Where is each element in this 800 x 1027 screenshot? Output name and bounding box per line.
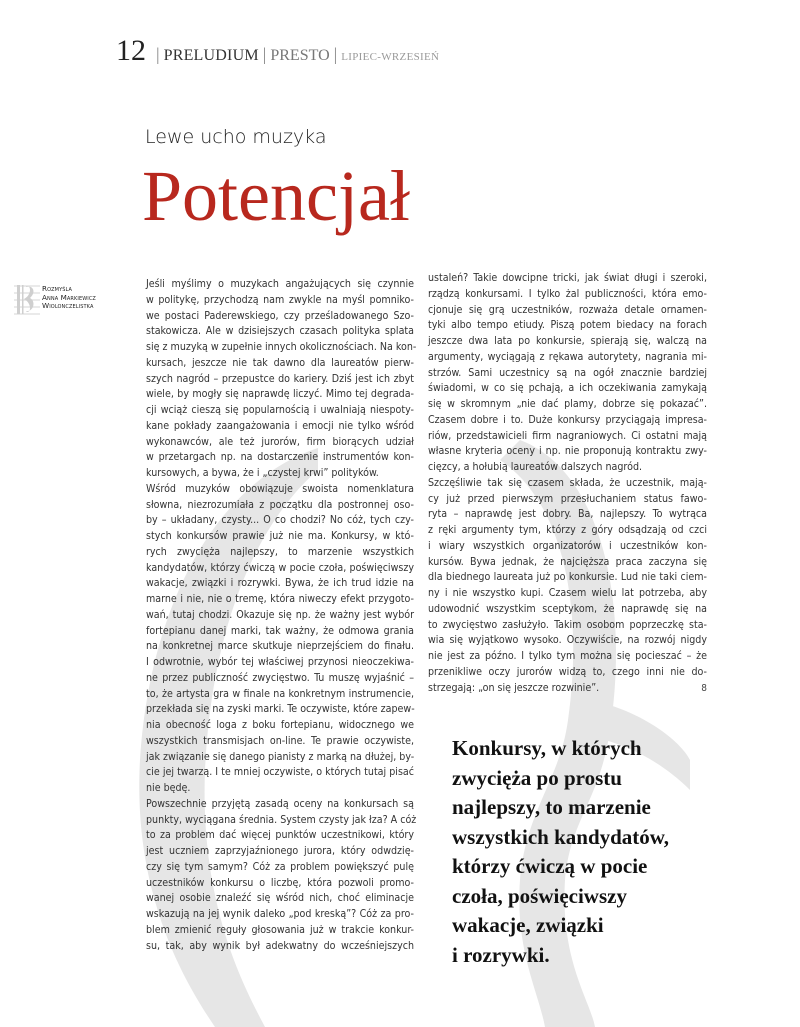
text-line: strzów. Sami uczestnicy są na ogół znacznie bardziej <box>428 366 707 379</box>
text-line: cięzcy, a hołubią laureatów dalszych nagród. <box>428 461 643 473</box>
issue-date: LIPIEC-WRZESIEŃ <box>341 51 440 63</box>
text-line: Wśród muzyków obowiązuje swoista nomenklatura <box>146 482 414 495</box>
text-line: przekłada się na zyski marki. Te oczywiste, które zapew- <box>146 703 415 716</box>
pull-quote <box>452 734 692 970</box>
text-line: Jeśli myślimy o muzykach angażujących się czynnie <box>146 278 414 290</box>
text-line: słowna, niezrozumiała z początku dla postronnej oso- <box>146 498 414 511</box>
text-line: to za problem dać więcej punktów uczestnikowi, który <box>146 829 414 842</box>
text-line: jak związanie się danego pianisty z marką na dłużej, by- <box>146 750 415 763</box>
text-line: nie będę. <box>146 782 191 794</box>
text-line: jest uczniem zaprzyjaźnionego jurora, który odwdzię- <box>146 845 414 857</box>
text-line: cjonuje się grą uczestników, rozważa detale ornamen- <box>428 303 707 316</box>
text-line: su, tak, aby wynik był adekwatny do wcześniejszych <box>146 939 414 952</box>
text-line: kane pokłady zaangażowania i emocji nie tylko wśród <box>146 419 414 432</box>
byline-text <box>42 285 96 311</box>
text-line: cy już przed pierwszym przesłuchaniem status fawo- <box>428 492 707 505</box>
magazine-name: PRELUDIUM <box>163 47 259 64</box>
text-line: Powszechnie przyjętą zasadą oceny na konkursach są <box>146 797 414 810</box>
text-line: wiele, by mogły się naprawdę liczyć. Mimo tej degrada- <box>146 388 414 401</box>
text-line: blem zmienić reguły głosowania już w trakcie konkur- <box>146 923 414 936</box>
text-line: tyki albo tempo etiudy. Piszą potem biedacy na forach <box>428 319 707 332</box>
article-title: Potencjał <box>142 156 410 236</box>
text-line: czy się tym samym? Cóż za problem powiększyć pulę <box>146 860 414 873</box>
text-line: rych zwycięża najlepszy, to marzenie wszystkich <box>146 545 414 558</box>
text-line: marne i nie, nie o tremę, która niweczy efekt przygoto- <box>146 593 414 605</box>
text-line: Szczęśliwie tak się czasem składa, że uczestnik, mają- <box>428 476 707 489</box>
author-byline <box>14 283 134 317</box>
text-line: się w skromnym „nie dać plamy, dobrze się pokazać”. <box>428 398 707 410</box>
text-line: przenikliwe oczy jurorów widzą to, czego inni nie do- <box>428 665 707 678</box>
text-line: w przetargach np. na dostarczenie instrumentów kon- <box>146 451 414 464</box>
article-column-2 <box>428 271 707 696</box>
text-line: kursach, jeszcze nie tak dawno dla laureatów pierw- <box>146 356 414 369</box>
byline-verb: Rozmyśla <box>42 284 73 293</box>
pull-quote-line: Konkursy, w których <box>452 736 642 760</box>
text-line: punkty, wyciągana średnia. System czysty jak łza? A cóż <box>146 813 417 826</box>
text-line: wia się wyjątkowo wysoko. Oczywiście, na rozwój nigdy <box>428 634 707 647</box>
pull-quote-line: wakacje, związki <box>452 913 604 937</box>
text-line: to, że artysta gra w finale na konkretnym instrumencie, <box>146 687 414 700</box>
text-line: stych konkursów prawie już nie ma. Konkursy, w któ- <box>146 530 414 542</box>
text-line: wakacje, związki i rozrywki. Bywa, że ich trud idzie na <box>146 577 414 590</box>
end-of-article-mark: 8 <box>701 682 707 694</box>
text-line: ny i nie wszystko kupi. Czasem wielu lat potrzeba, aby <box>428 587 707 599</box>
text-line: strzegają: „on się jeszcze rozwinie”. 8 <box>428 681 707 697</box>
text-line: w politykę, przychodzą nam zwykle na myśl pomniko- <box>146 293 414 306</box>
text-line: fortepianu danej marki, tak ważny, że odmowa grania <box>146 624 414 637</box>
text-line: cji wciąż cieszą się popularnością i uwalniają niespoty- <box>146 404 414 416</box>
text-line: ne przez publiczność zwycięstwo. Tu muszę wyjaśnić – <box>146 671 414 684</box>
text-line: cie jej twarzą. I te mniej oczywiste, o których tutaj pisać <box>146 766 414 779</box>
text-line: kursów. Bywa jednak, że najcięższa praca zaczyna się <box>428 555 707 568</box>
pull-quote-line: czoła, poświęciwszy <box>452 883 627 908</box>
text-line: się z muzyką w zupełnie innych okolicznościach. Na kon- <box>146 341 417 353</box>
pull-quote-line: którzy ćwiczą w pocie <box>452 854 648 878</box>
text-line: z ręki argumenty tym, którzy z góry odsądzają od czci <box>428 524 707 536</box>
page-header <box>116 34 439 68</box>
text-line: na konkretnej marce skutkuje nieprzejściem do finału. <box>146 640 414 653</box>
text-line: wszystkich transmisjach on-line. Te prawie oczywiste, <box>146 734 414 747</box>
author-role: Wiolonczelistka <box>42 301 94 311</box>
text-line: ustaleń? Takie dowcipne tricki, jak świat długi i szeroki, <box>428 272 707 284</box>
pull-quote-line: zwycięża po prostu <box>452 765 622 790</box>
text-line: uczestników konkursu o liczbę, która pozwoli promo- <box>146 876 414 889</box>
text-line: udowodnić wszystkim sceptykom, że naprawdę się na <box>428 602 707 615</box>
alto-clef-icon <box>14 283 40 315</box>
text-line: stakowicza. Ale w dzisiejszych czasach polityka splata <box>146 325 414 338</box>
pull-quote-line: i rozrywki. <box>452 942 550 967</box>
article-column-1 <box>146 277 417 954</box>
section-name: PRESTO <box>270 47 330 64</box>
column-kicker: Lewe ucho muzyka <box>145 126 327 148</box>
pull-quote-line: najlepszy, to marzenie <box>452 795 651 819</box>
page-number: 12 <box>116 34 146 67</box>
text-line: Czasem dobre i to. Duże konkursy przyciągają impresa- <box>428 413 707 426</box>
text-line: wskazują na jej wynik daleko „pod kreską”? Cóż za pro- <box>146 908 414 920</box>
text-line: riów, przedstawicieli firm nagraniowych. Ci ostatni mają <box>428 429 707 442</box>
text-line: dla biednego laureata już po konkursie. Lud nie taki ciem- <box>428 571 707 584</box>
header-separator: | <box>156 44 160 64</box>
text-line: wanej osobie znaleźć się wśród nich, choć eliminacje <box>146 892 414 905</box>
text-line: kursowych, a bywa, że i „czystej krwi” polityków. <box>146 467 379 479</box>
text-line: nie jest za późno. I tylko tym można się pocieszać – że <box>428 650 707 662</box>
text-line: argumenty, wyciągają z rękawa autorytety, nagrania mi- <box>428 350 707 363</box>
text-line: wań, tutaj chodzi. Okazuje się np. że ważny jest wybór <box>146 608 414 621</box>
author-name: Anna Markiewicz <box>42 292 96 302</box>
text-line: kandydatów, którzy ćwiczą w pocie czoła, poświęciwszy <box>146 561 414 574</box>
text-line: nia obecność loga z boku fortepianu, widocznego we <box>146 719 414 731</box>
text-line: jeszcze dwa lata po konkursie, spierają się, walczą na <box>428 335 707 347</box>
text-line: i wiary wszystkich organizatorów i uczestników kon- <box>428 539 707 552</box>
text-line: świadomi, w co się pchają, a ich oczekiwania zamykają <box>428 382 707 395</box>
text-line: by – układany, czysty... O co chodzi? No cóż, tych czy- <box>146 514 414 527</box>
header-separator: | <box>262 44 267 64</box>
text-line: we postaci Paderewskiego, czy prześladowanego Szo- <box>146 309 414 322</box>
text-line: I odwrotnie, wybór tej właściwej przynosi nieoczekiwa- <box>146 656 414 668</box>
text-line: rządzą konkursami. I tylko żal publiczności, która emo- <box>428 287 707 300</box>
pull-quote-line: wszystkich kandydatów, <box>452 824 670 849</box>
text-line: szych nagród – przepustce do kariery. Dziś jest ich zbyt <box>146 372 414 385</box>
text-line: ryta – naprawdę jest dobry. Ba, najlepszy. To wytrąca <box>428 508 707 521</box>
text-line: własne kryteria oceny i np. nie proponują kontraktu zwy- <box>428 445 707 458</box>
text-line: to zwycięstwo zasłużyło. Takim osobom poprzeczkę sta- <box>428 618 707 631</box>
header-separator: | <box>333 44 338 64</box>
text-line: wykonawców, ale też jurorów, firm biorących udział <box>146 435 414 448</box>
